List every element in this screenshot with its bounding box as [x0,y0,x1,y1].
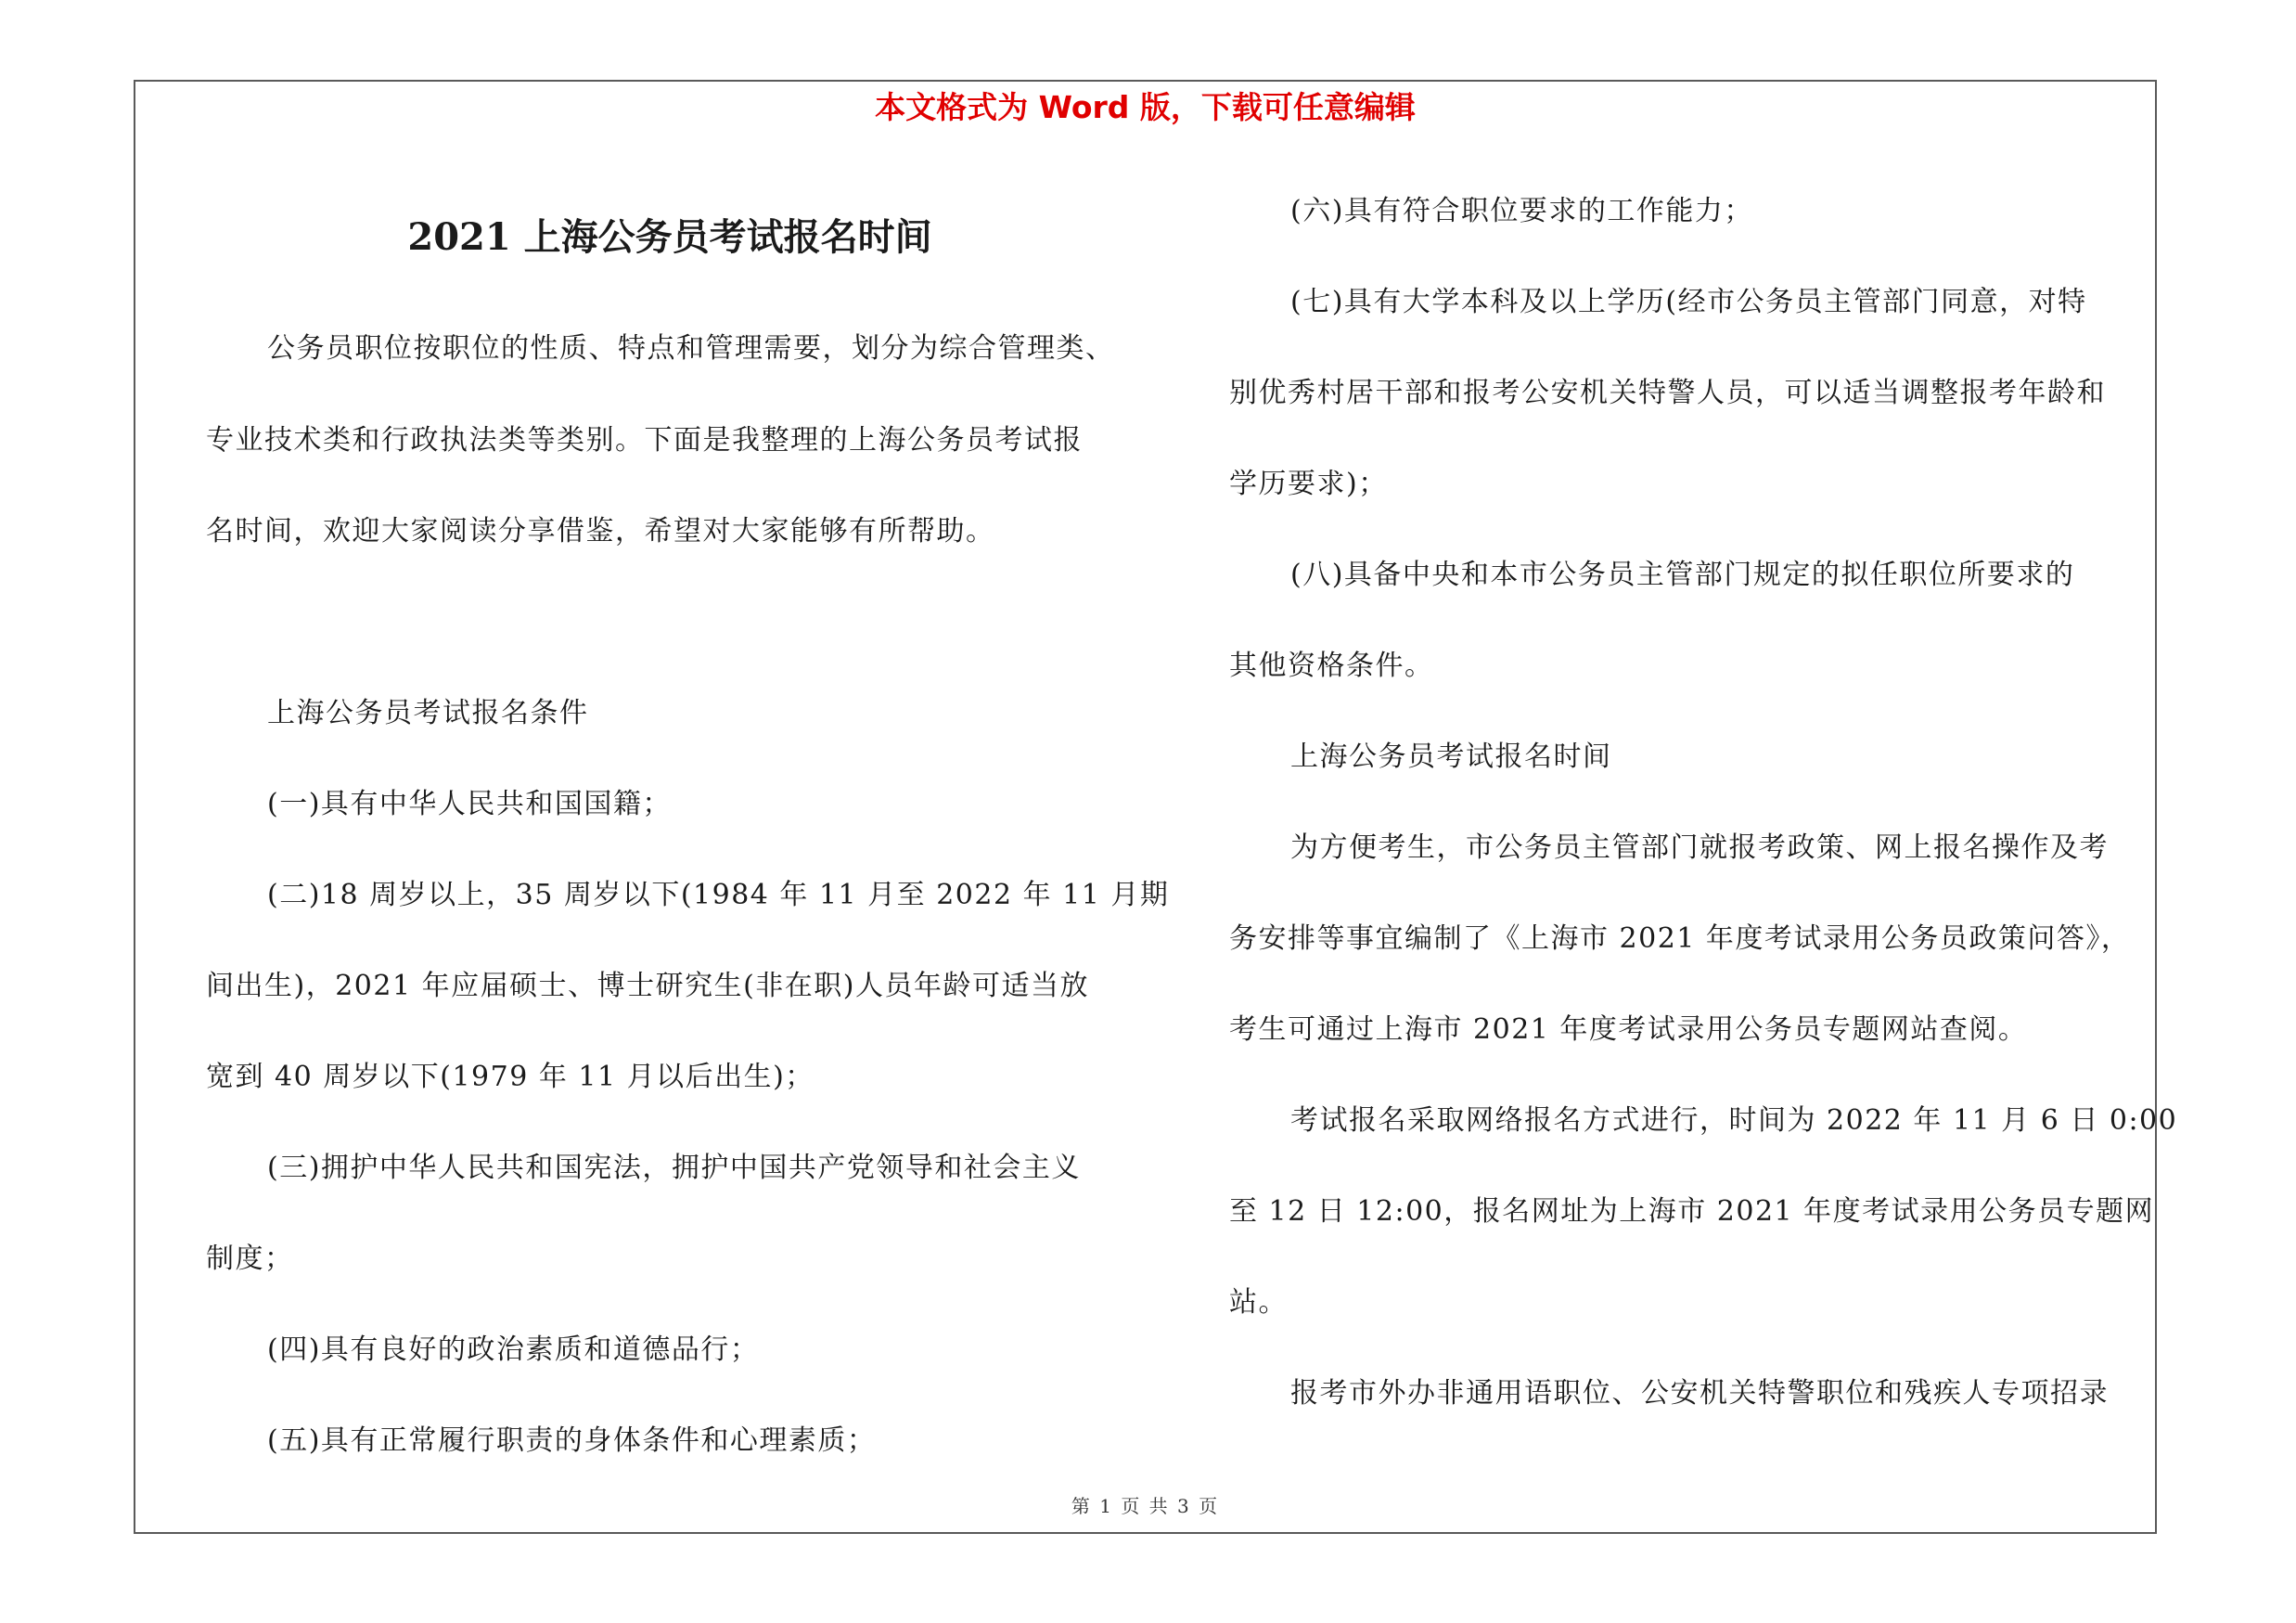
paragraph-line: 名时间，欢迎大家阅读分享借鉴，希望对大家能够有所帮助。 [206,515,995,547]
section-heading: 上海公务员考试报名条件 [267,697,589,729]
paragraph-line: 别优秀村居干部和报考公安机关特警人员，可以适当调整报考年龄和 [1229,377,2106,409]
paragraph-line: (一)具有中华人民共和国国籍； [267,788,672,820]
document-title: 2021 上海公务员考试报名时间 [407,215,932,259]
paragraph-line: 考试报名采取网络报名方式进行，时间为 2022 年 11 月 6 日 0:00 [1290,1104,2178,1137]
paragraph-line: 务安排等事宜编制了《上海市 2021 年度考试录用公务员政策问答》， [1229,922,2131,955]
paragraph-line: (五)具有正常履行职责的身体条件和心理素质； [267,1424,877,1457]
paragraph-line: 其他资格条件。 [1229,650,1434,682]
paragraph-line: 宽到 40 周岁以下(1979 年 11 月以后出生)； [206,1061,815,1093]
paragraph-line: (二)18 周岁以上，35 周岁以下(1984 年 11 月至 2022 年 11 月期 [267,879,1170,911]
paragraph-line: 报考市外办非通用语职位、公安机关特警职位和残疾人专项招录 [1290,1377,2109,1410]
paragraph-line: 专业技术类和行政执法类等类别。下面是我整理的上海公务员考试报 [206,424,1083,457]
paragraph-line: (三)拥护中华人民共和国宪法，拥护中国共产党领导和社会主义 [267,1152,1081,1184]
paragraph-line: 间出生)，2021 年应届硕士、博士研究生(非在职)人员年龄可适当放 [206,970,1089,1002]
paragraph-line: 至 12 日 12:00，报名网址为上海市 2021 年度考试录用公务员专题网 [1229,1195,2155,1228]
paragraph-line: 考生可通过上海市 2021 年度考试录用公务员专题网站查阅。 [1229,1013,2028,1046]
page-number-footer: 第 1 页 共 3 页 [1071,1495,1220,1517]
paragraph-line: 学历要求)； [1229,468,1388,500]
paragraph-line: (七)具有大学本科及以上学历(经市公务员主管部门同意，对特 [1290,286,2087,318]
paragraph-line: (八)具备中央和本市公务员主管部门规定的拟任职位所要求的 [1290,559,2075,591]
paragraph-line: 制度； [206,1243,294,1275]
paragraph-line: 为方便考生，市公务员主管部门就报考政策、网上报名操作及考 [1290,831,2109,864]
paragraph-line: (六)具有符合职位要求的工作能力； [1290,195,1753,227]
word-format-banner: 本文格式为 Word 版，下载可任意编辑 [875,89,1416,125]
paragraph-line: 公务员职位按职位的性质、特点和管理需要，划分为综合管理类、 [267,332,1115,365]
section-heading: 上海公务员考试报名时间 [1290,741,1612,773]
paragraph-line: (四)具有良好的政治素质和道德品行； [267,1333,760,1366]
paragraph-line: 站。 [1229,1286,1288,1319]
